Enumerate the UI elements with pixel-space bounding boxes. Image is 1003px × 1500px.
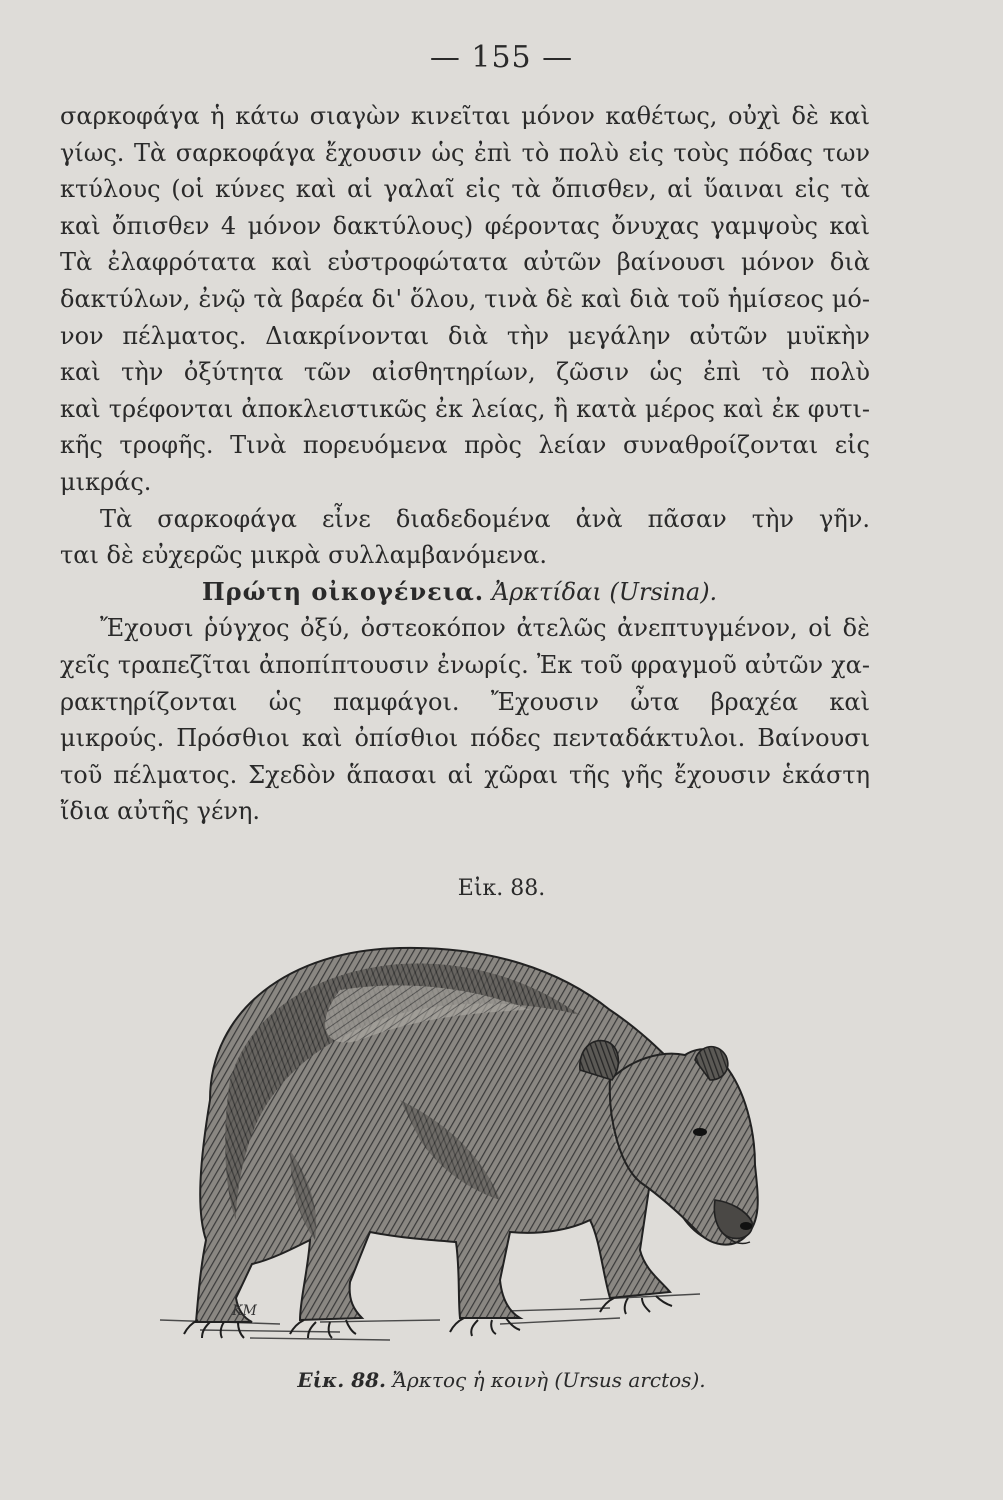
text-line: ται δὲ εὐχερῶς μικρὰ συλλαμβανόμενα.	[60, 541, 547, 570]
family-heading-latin: Ἀρκτίδαι (Ursina).	[491, 577, 718, 606]
text-line: καὶ τὴν ὀξύτητα τῶν αἰσθητηρίων, ζῶσιν ὡς ἐπὶ τὸ πολὺ	[60, 358, 870, 387]
text-line: ρακτηρίζονται ὡς παμφάγοι. Ἔχουσιν ὦτα βραχέα καὶ	[60, 687, 870, 716]
text-line: καὶ τρέφονται ἀποκλειστικῶς ἐκ λείας, ἢ κατὰ μέρος καὶ ἐκ φυτι-	[60, 394, 870, 423]
text-line: δακτύλων, ἐνῷ τὰ βαρέα δι' ὅλου, τινὰ δὲ καὶ διὰ τοῦ ἡμίσεος μό-	[60, 284, 870, 313]
text-line: χεῖς τραπεζῖται ἀποπίπτουσιν ἐνωρίς. Ἐκ τοῦ φραγμοῦ αὐτῶν χα-	[60, 650, 870, 679]
text-line: σαρκοφάγα ἡ κάτω σιαγὼν κινεῖται μόνον καθέτως, οὐχὶ δὲ καὶ	[60, 102, 870, 130]
body-text	[60, 98, 870, 830]
text-line: Ἔχουσι ῥύγχος ὀξύ, ὀστεοκόπον ἀτελῶς ἀνεπτυγμένον, οἱ δὲ	[100, 614, 870, 643]
figure-label: Εἰκ. 88.	[457, 876, 546, 901]
text-line: καὶ ὄπισθεν 4 μόνον δακτύλους) φέροντας ὄνυχας γαμψοὺς καὶ	[60, 211, 870, 240]
figure-caption-number: Εἰκ. 88.	[297, 1368, 387, 1392]
family-heading	[60, 574, 870, 611]
bear-claws	[184, 1296, 672, 1338]
bear-eye	[693, 1128, 707, 1136]
page-number: — 155 —	[429, 40, 574, 75]
text-line: ἴδια αὐτῆς γένη.	[60, 797, 261, 826]
figure-caption-text: Ἄρκτος ἡ κοινὴ (Ursus arctos).	[392, 1368, 706, 1392]
bear-engraving	[140, 920, 780, 1360]
text-line: κῆς τροφῆς. Τινὰ πορευόμενα πρὸς λείαν συναθροίζονται εἰς	[60, 431, 870, 460]
bear-illustration	[140, 920, 780, 1360]
text-line: Τὰ ἐλαφρότατα καὶ εὐστροφώτατα αὐτῶν βαίνουσι μόνον διὰ	[60, 248, 870, 277]
text-line: νον πέλματος. Διακρίνονται διὰ τὴν μεγάλην αὐτῶν μυϊκὴν	[60, 321, 870, 350]
text-line: Τὰ σαρκοφάγα εἶνε διαδεδομένα ἀνὰ πᾶσαν τὴν γῆν.	[100, 504, 870, 533]
text-line: μικρούς. Πρόσθιοι καὶ ὀπίσθιοι πόδες πενταδάκτυλοι. Βαίνουσι	[60, 724, 870, 753]
family-heading-title: Πρώτη οἰκογένεια.	[202, 576, 485, 606]
engraver-mark: KM	[232, 1303, 257, 1319]
bear-nose	[740, 1222, 752, 1230]
text-line: γίως. Τὰ σαρκοφάγα ἔχουσιν ὡς ἐπὶ τὸ πολὺ εἰς τοὺς πόδας των	[60, 138, 870, 167]
text-line: μικράς.	[60, 467, 152, 496]
text-line: τοῦ πέλματος. Σχεδὸν ἅπασαι αἱ χῶραι τῆς γῆς ἔχουσιν ἑκάστη	[60, 760, 870, 789]
text-line: κτύλους (οἱ κύνες καὶ αἱ γαλαῖ εἰς τὰ ὄπισθεν, αἱ ὕαιναι εἰς τὰ	[60, 175, 870, 204]
figure-caption	[0, 1368, 1003, 1392]
